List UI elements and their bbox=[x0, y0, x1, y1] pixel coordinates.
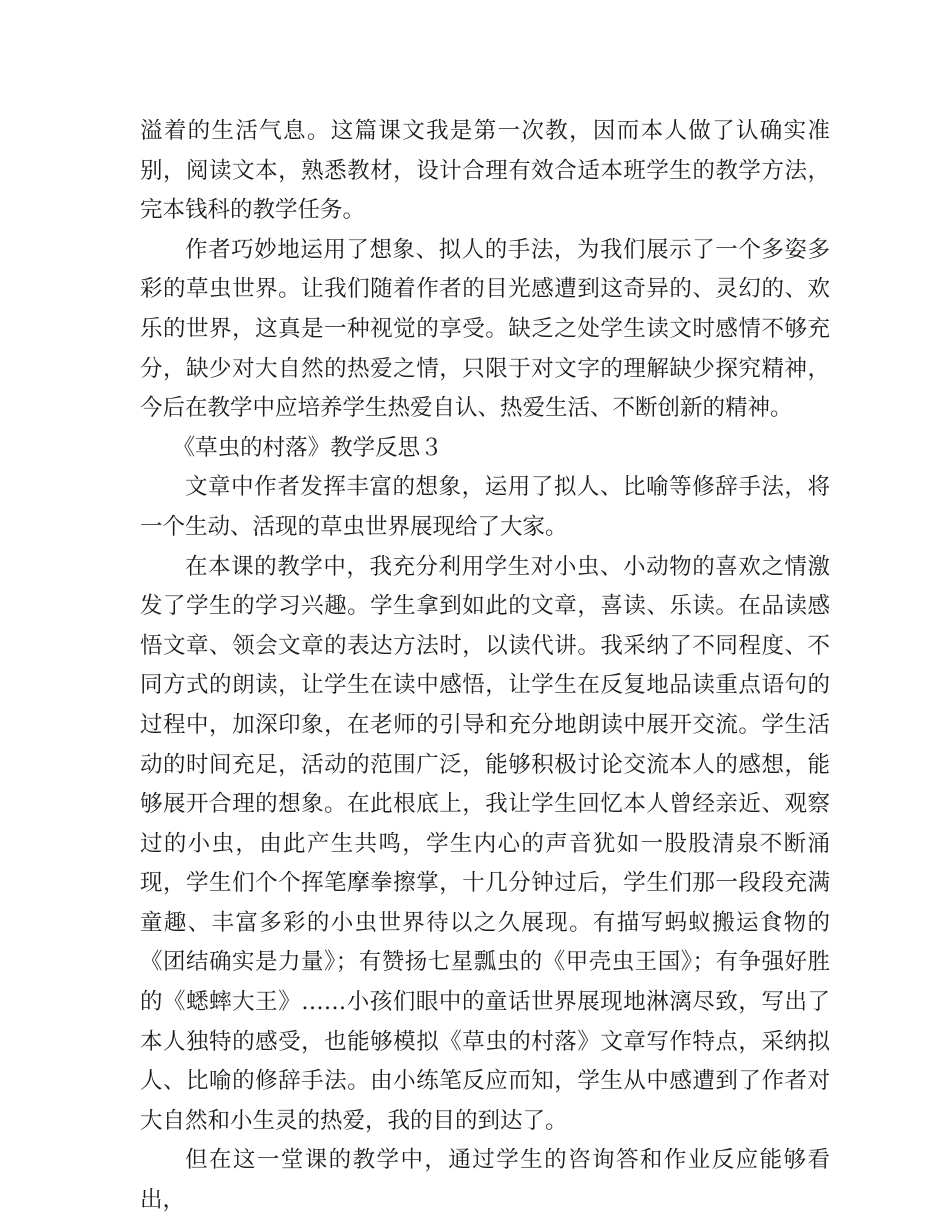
paragraph: 文章中作者发挥丰富的想象，运用了拟人、比喻等修辞手法，将一个生动、活现的草虫世界展现给了大家。 bbox=[140, 474, 830, 540]
paragraph: 在本课的教学中，我充分利用学生对小虫、小动物的喜欢之情激发了学生的学习兴趣。学生拿到如此的文章，喜读、乐读。在品读感悟文章、领会文章的表达方法时，以读代讲。我采纳了不同程度、不同方式的朗读，让学生在读中感悟，让学生在反复地品读重点语句的过程中，加深印象，在老师的引导和充分地朗读中展开交流。学生活动的时间充足，活动的范围广泛，能够积极讨论交流本人的感想，能够展开合理的想象。在此根底上，我让学生回忆本人曾经亲近、观察过的小虫，由此产生共鸣，学生内心的声音犹如一股股清泉不断涌现，学生们个个挥笔摩拳擦掌，十几分钟过后，学生们那一段段充满童趣、丰富多彩的小虫世界待以之久展现。有描写蚂蚁搬运食物的《团结确实是力量》；有赞扬七星瓢虫的《甲壳虫王国》；有争强好胜的《蟋蟀大王》……小孩们眼中的童话世界展现地淋漓尽致，写出了本人独特的感受，也能够模拟《草虫的村落》文章写作特点，采纳拟人、比喻的修辞手法。由小练笔反应而知，学生从中感遭到了作者对大自然和小生灵的热爱，我的目的到达了。 bbox=[140, 553, 830, 1134]
paragraph-continuation: 溢着的生活气息。这篇课文我是第一次教，因而本人做了认确实准别，阅读文本，熟悉教材，设计合理有效合适本班学生的教学方法，完本钱科的教学任务。 bbox=[140, 118, 830, 224]
section-heading: 《草虫的村落》教学反思３ bbox=[172, 434, 443, 461]
paragraph: 作者巧妙地运用了想象、拟人的手法，为我们展示了一个多姿多彩的草虫世界。让我们随着作者的目光感遭到这奇异的、灵幻的、欢乐的世界，这真是一种视觉的享受。缺乏之处学生读文时感情不够充分，缺少对大自然的热爱之情，只限于对文字的理解缺少探究精神，今后在教学中应培养学生热爱自认、热爱生活、不断创新的精神。 bbox=[140, 236, 830, 422]
paragraph: 但在这一堂课的教学中，通过学生的咨询答和作业反应能够看出， bbox=[140, 1147, 830, 1214]
document-body bbox=[140, 112, 830, 1221]
